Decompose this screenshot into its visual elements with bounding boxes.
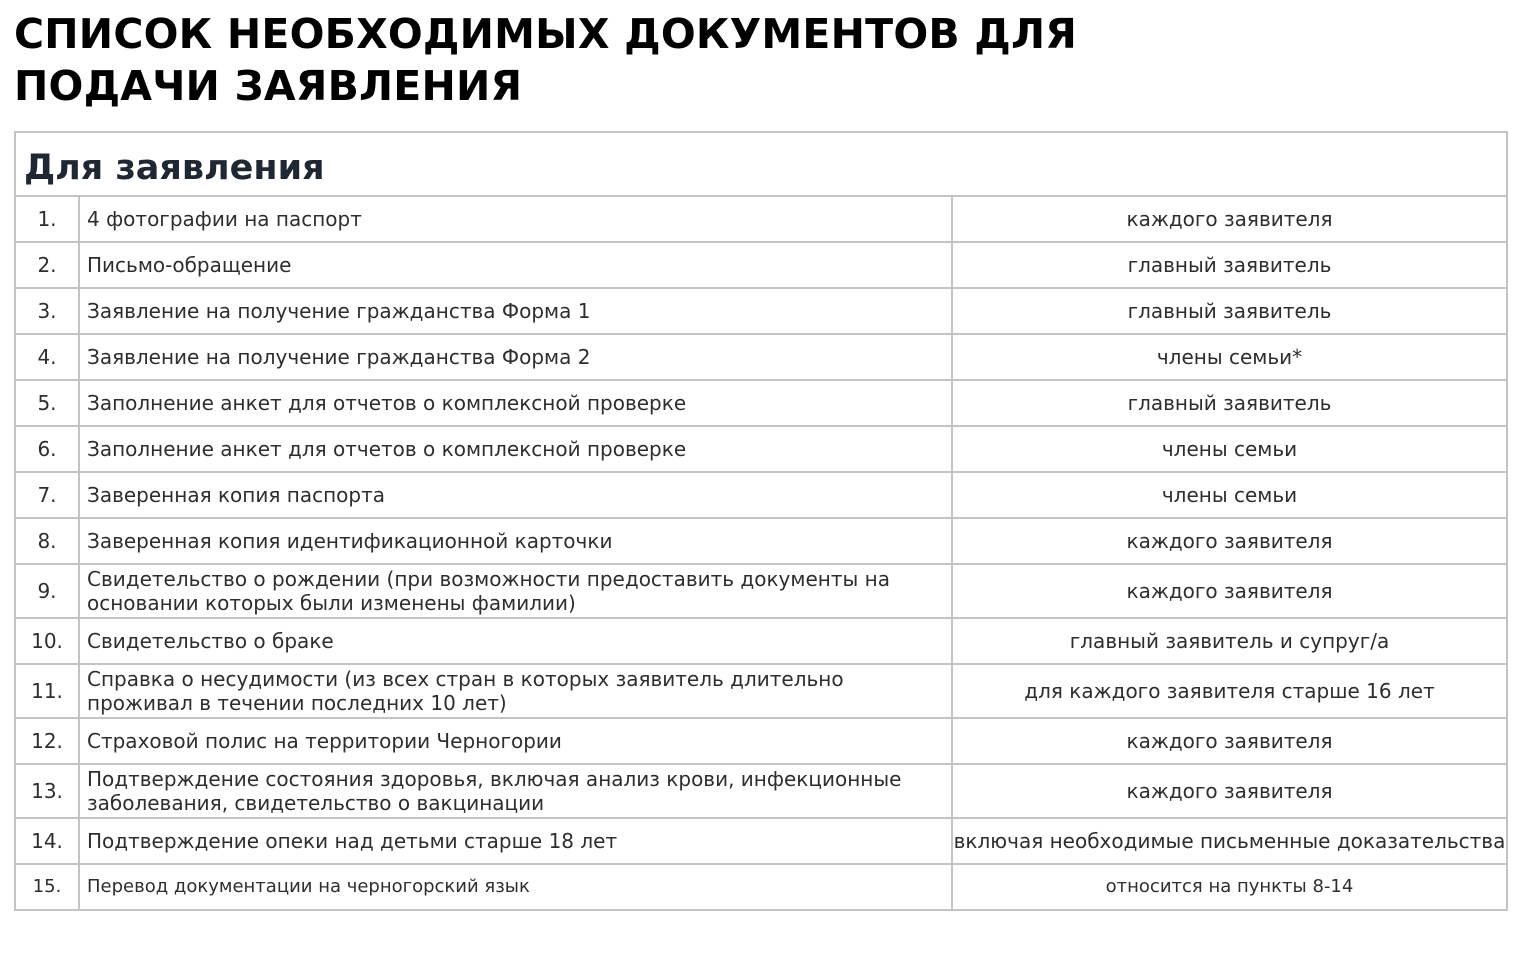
table-row [15, 764, 1507, 818]
row-number: 14. [15, 818, 79, 864]
document-name: 4 фотографии на паспорт [79, 196, 952, 242]
document-name: Письмо-обращение [79, 242, 952, 288]
applies-to: включая необходимые письменные доказательства [952, 818, 1507, 864]
table-row [15, 664, 1507, 718]
applies-to: члены семьи [952, 472, 1507, 518]
row-number: 10. [15, 618, 79, 664]
document-name: Заверенная копия паспорта [79, 472, 952, 518]
table-row [15, 288, 1507, 334]
document-name: Подтверждение состояния здоровья, включая анализ крови, инфекционные заболевания, свидетельство о вакцинации [79, 764, 952, 818]
applies-to: члены семьи* [952, 334, 1507, 380]
row-number: 1. [15, 196, 79, 242]
document-name: Справка о несудимости (из всех стран в которых заявитель длительно проживал в течении последних 10 лет) [79, 664, 952, 718]
row-number: 6. [15, 426, 79, 472]
page-title-line-2: ПОДАЧИ ЗАЯВЛЕНИЯ [14, 62, 523, 110]
applies-to: главный заявитель [952, 242, 1507, 288]
row-number: 13. [15, 764, 79, 818]
table-row [15, 380, 1507, 426]
row-number: 2. [15, 242, 79, 288]
table-row [15, 718, 1507, 764]
applies-to: для каждого заявителя старше 16 лет [952, 664, 1507, 718]
applies-to: каждого заявителя [952, 518, 1507, 564]
row-number: 9. [15, 564, 79, 618]
page-title-line-1: СПИСОК НЕОБХОДИМЫХ ДОКУМЕНТОВ ДЛЯ [14, 10, 1078, 58]
row-number: 4. [15, 334, 79, 380]
applies-to: каждого заявителя [952, 196, 1507, 242]
table-row [15, 564, 1507, 618]
document-name: Подтверждение опеки над детьми старше 18 лет [79, 818, 952, 864]
row-number: 15. [15, 864, 79, 910]
page-title [14, 8, 1114, 112]
applies-to: главный заявитель и супруг/а [952, 618, 1507, 664]
table-row [15, 618, 1507, 664]
applies-to: главный заявитель [952, 288, 1507, 334]
row-number: 3. [15, 288, 79, 334]
applies-to: относится на пункты 8-14 [952, 864, 1507, 910]
applies-to: каждого заявителя [952, 718, 1507, 764]
document-name: Свидетельство о рождении (при возможности предоставить документы на основании которых были изменены фамилии) [79, 564, 952, 618]
document-name: Заполнение анкет для отчетов о комплексной проверке [79, 426, 952, 472]
table-row [15, 196, 1507, 242]
document-name: Свидетельство о браке [79, 618, 952, 664]
row-number: 12. [15, 718, 79, 764]
table-row [15, 472, 1507, 518]
document-name: Заявление на получение гражданства Форма 2 [79, 334, 952, 380]
table-row [15, 334, 1507, 380]
applies-to: члены семьи [952, 426, 1507, 472]
row-number: 11. [15, 664, 79, 718]
document-name: Заверенная копия идентификационной карточки [79, 518, 952, 564]
applies-to: главный заявитель [952, 380, 1507, 426]
section-title: Для заявления [15, 132, 1507, 196]
table-row [15, 864, 1507, 910]
applies-to: каждого заявителя [952, 564, 1507, 618]
applies-to: каждого заявителя [952, 764, 1507, 818]
document-name: Страховой полис на территории Черногории [79, 718, 952, 764]
section-header-row [15, 132, 1507, 196]
documents-table [14, 131, 1508, 911]
table-row [15, 426, 1507, 472]
document-name: Заполнение анкет для отчетов о комплексной проверке [79, 380, 952, 426]
table-row [15, 818, 1507, 864]
row-number: 7. [15, 472, 79, 518]
table-row [15, 242, 1507, 288]
table-row [15, 518, 1507, 564]
row-number: 5. [15, 380, 79, 426]
row-number: 8. [15, 518, 79, 564]
document-name: Заявление на получение гражданства Форма 1 [79, 288, 952, 334]
document-name: Перевод документации на черногорский язык [79, 864, 952, 910]
